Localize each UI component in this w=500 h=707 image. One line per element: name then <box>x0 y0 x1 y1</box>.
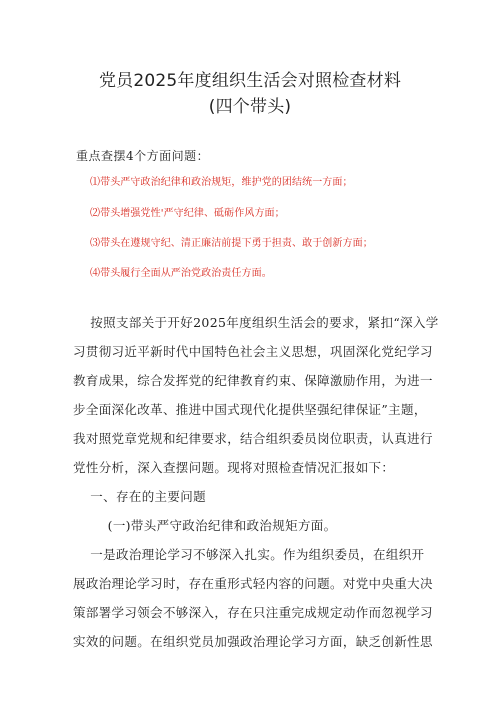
body-line: 策部署学习领会不够深入，存在只注重完成规定动作而忽视学习 <box>73 605 433 620</box>
body-line: 按照支部关于开好2025年度组织生活会的要求，紧扣“深入学 <box>73 315 439 330</box>
focus-heading: 重点查摆4个方面问题： <box>76 149 210 163</box>
body-line: 党性分析，深入查摆问题。现将对照检查情况汇报如下： <box>73 460 395 475</box>
body-line: 我对照党章党规和纪律要求，结合组织委员岗位职责，认真进行 <box>73 431 433 446</box>
body-line: 步全面深化改革、推进中国式现代化提供坚强纪律保证”主题， <box>73 402 427 417</box>
body-line: 实效的问题。在组织党员加强政治理论学习方面，缺乏创新性思 <box>73 634 433 649</box>
focus-item-2: ⑵带头增强党性'严守纪律、砥砺作风方面； <box>90 208 285 219</box>
body-line: 教育成果，综合发挥党的纪律教育约束、保障激励作用，为进一 <box>73 373 433 388</box>
focus-item-1: ⑴带头严守政治纪律和政治规矩，维护党的团结统一方面； <box>90 177 353 188</box>
focus-item-3: ⑶带头在遵规守纪、清正廉洁前提下勇于担责、敢于创新方面； <box>90 238 373 249</box>
section-heading: 一、存在的主要问题 <box>73 489 206 504</box>
focus-item-4: ⑷带头履行全面从严治党政治责任方面。 <box>90 268 272 279</box>
body-line: 展政治理论学习时，存在重形式轻内容的问题。对党中央重大决 <box>73 576 433 591</box>
body-line: 一是政治理论学习不够深入扎实。作为组织委员，在组织开 <box>73 547 425 562</box>
document-subtitle: (四个带头) <box>208 97 292 117</box>
body-line: 习贯彻习近平新时代中国特色社会主义思想，巩固深化党纪学习 <box>73 344 433 359</box>
document-title: 党员2025年度组织生活会对照检查材料 <box>98 71 402 91</box>
subsection-heading: (一)带头严守政治纪律和政治规矩方面。 <box>73 518 337 533</box>
